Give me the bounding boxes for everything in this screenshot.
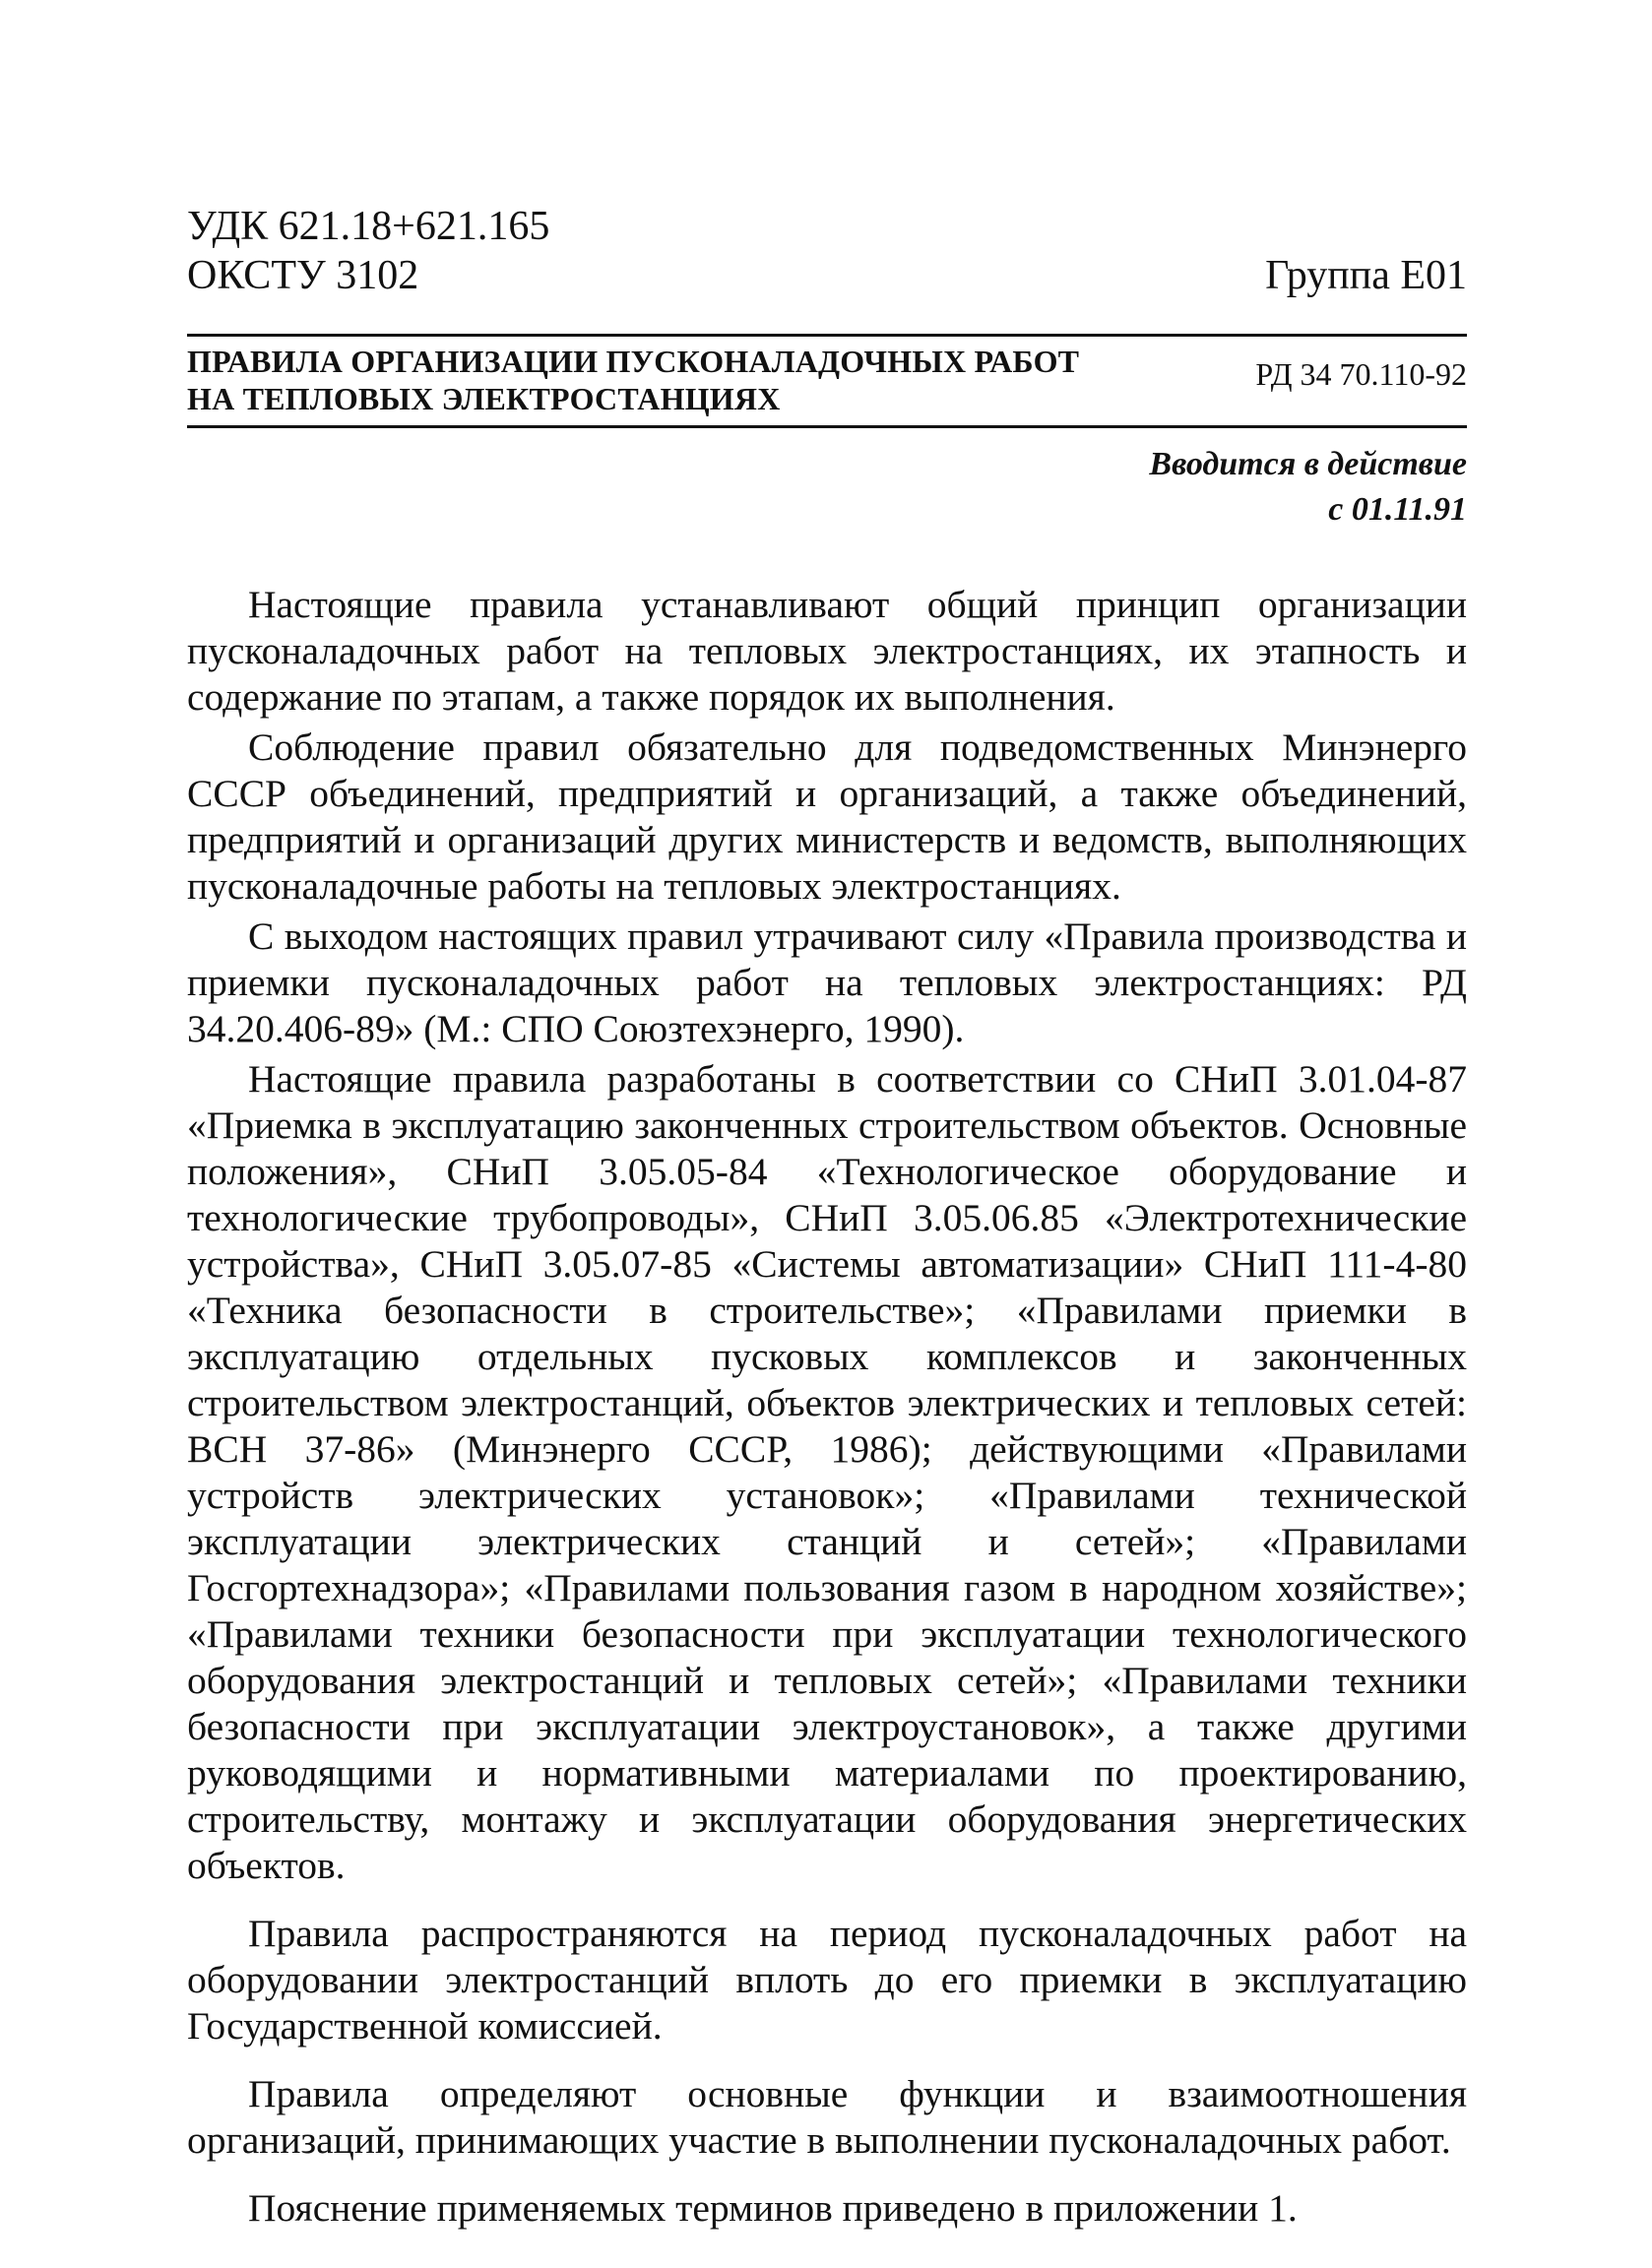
- group-code: Группа Е01: [1265, 253, 1467, 298]
- paragraph-superseded: С выходом настоящих правил утрачивают силу «Правила производства и приемки пусконаладочных работ на тепловых электростанциях: РД 34.20.406-89» (М.: СПО Союзтехэнерго, 1990).: [187, 914, 1467, 1050]
- effective-label: Вводится в действие: [1149, 446, 1467, 482]
- paragraph-functions: Правила определяют основные функции и взаимоотношения организаций, принимающих участие в выполнении пусконаладочных работ.: [187, 2072, 1467, 2162]
- effective-date-block: [187, 442, 1467, 533]
- title-line-1: ПРАВИЛА ОРГАНИЗАЦИИ ПУСКОНАЛАДОЧНЫХ РАБОТ: [187, 344, 1080, 379]
- document-title: [187, 343, 1181, 417]
- paragraph-period: Правила распространяются на период пусконаладочных работ на оборудовании электростанций вплоть до его приемки в эксплуатацию Государственной комиссией.: [187, 1912, 1467, 2048]
- document-header: [187, 202, 1467, 300]
- title-block: [187, 334, 1467, 428]
- document-page: [187, 202, 1467, 2236]
- effective-date: с 01.11.91: [1328, 491, 1467, 528]
- paragraph-basis: Настоящие правила разработаны в соответствии со СНиП 3.01.04-87 «Приемка в эксплуатацию законченных строительством объектов. Основные положения», СНиП 3.05.05-84 «Технологическое оборудование и технологические трубопроводы», СНиП 3.05.06.85 «Электротехнические устройства», СНиП 3.05.07-85 «Системы автоматизации» СНиП 111-4-80 «Техника безопасности в строительстве»; «Правилами приемки в эксплуатацию отдельных пусковых комплексов и законченных строительством электростанций, объектов электрических и тепловых сетей: ВСН 37-86» (Минэнерго СССР, 1986); действующими «Правилами устройств электрических установок»; «Правилами технической эксплуатации электрических станций и сетей»; «Правилами Госгортехнадзора»; «Правилами пользования газом в народном хозяйстве»; «Правилами техники безопасности при эксплуатации технологического оборудования электростанций и тепловых сетей»; «Правилами техники безопасности при эксплуатации электроустановок», а также другими руководящими и нормативными материалами по проектированию, строительству, монтажу и эксплуатации оборудования энергетических объектов.: [187, 1057, 1467, 1887]
- udk-code: УДК 621.18+621.165: [187, 204, 550, 249]
- document-body: [187, 582, 1467, 2232]
- okstu-code: ОКСТУ 3102: [187, 253, 419, 298]
- paragraph-terms: Пояснение применяемых терминов приведено в приложении 1.: [248, 2186, 1298, 2230]
- rd-code: РД 34 70.110-92: [1255, 356, 1467, 392]
- title-line-2: НА ТЕПЛОВЫХ ЭЛЕКТРОСТАНЦИЯХ: [187, 381, 781, 416]
- paragraph-intro: Настоящие правила устанавливают общий принцип организации пусконаладочных работ на тепловых электростанциях, их этапность и содержание по этапам, а также порядок их выполнения.: [187, 583, 1467, 719]
- paragraph-scope: Соблюдение правил обязательно для подведомственных Минэнерго СССР объединений, предприятий и организаций, а также объединений, предприятий и организаций других министерств и ведомств, выполняющих пусконаладочные работы на тепловых электростанциях.: [187, 725, 1467, 908]
